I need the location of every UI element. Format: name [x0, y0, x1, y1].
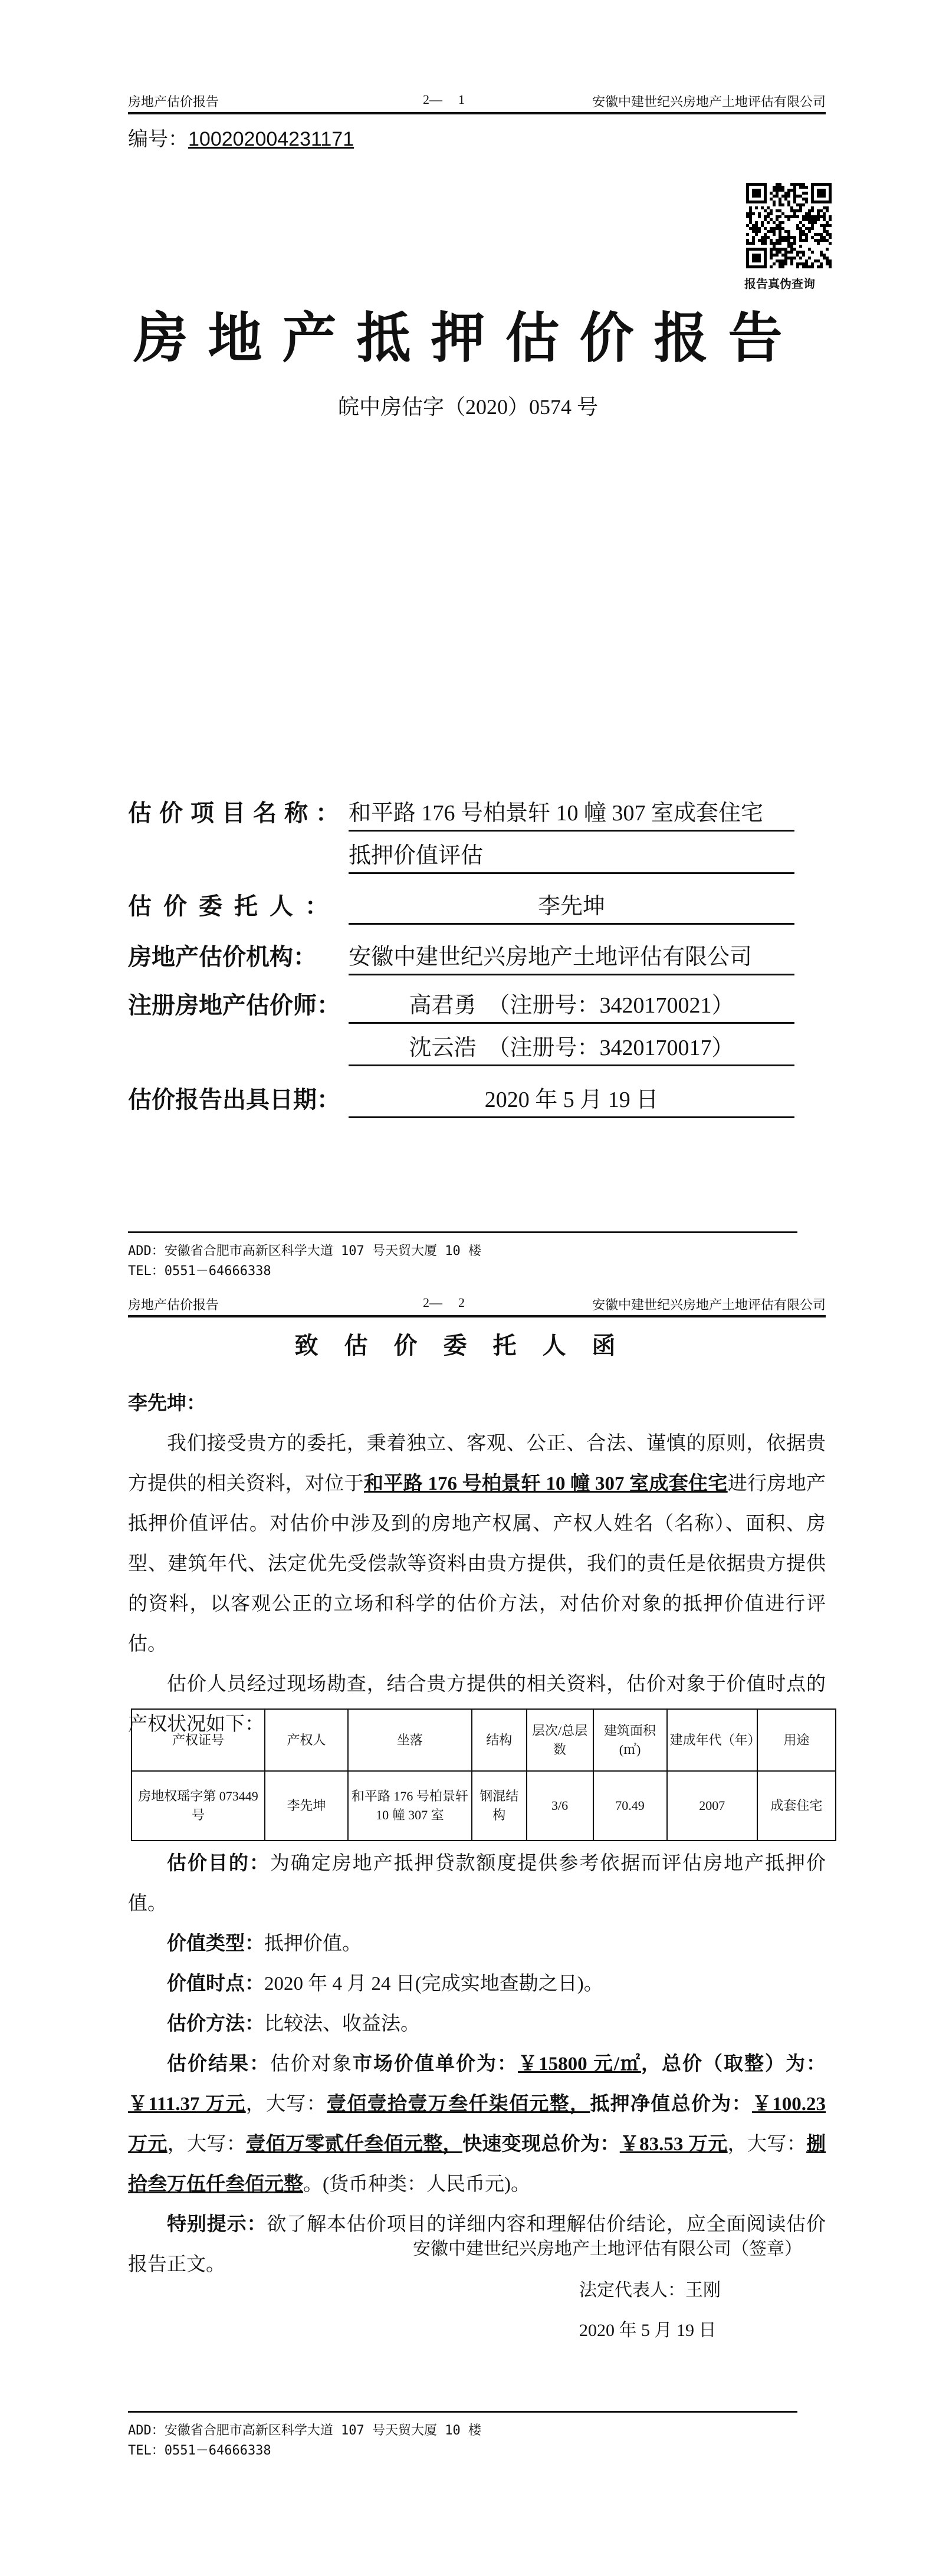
appraiser-1: 高君勇 （注册号：3420170021）: [349, 989, 794, 1024]
result-text: 抵押净值总价为：: [590, 2094, 752, 2115]
property-table: [131, 1708, 836, 1841]
method-label: 估价方法：: [167, 2013, 264, 2035]
info-date: [128, 1082, 794, 1118]
table-header-row: [132, 1709, 836, 1771]
result-text: ，大写：: [245, 2094, 327, 2115]
cell-usage: 成套住宅: [757, 1771, 836, 1841]
paragraph-1: [128, 1424, 826, 1664]
th-usage: 用途: [757, 1709, 836, 1771]
result: [128, 2044, 826, 2204]
method-value: 比较法、收益法。: [264, 2013, 420, 2035]
th-area: 建筑面积(㎡): [593, 1709, 667, 1771]
qr-label: 报告真伪查询: [744, 278, 815, 291]
client-label: 估价委托人：: [128, 893, 340, 919]
result-text: 快速变现总价为：: [462, 2134, 620, 2155]
paragraph-2: 估价人员经过现场勘查，结合贵方提供的相关资料，估价对象于价值时点的产权状况如下：: [128, 1674, 826, 1735]
serial-label: 编号：: [128, 128, 188, 150]
letter-title: 致估价委托人函: [294, 1332, 642, 1359]
header-page-prefix: 2—: [423, 1295, 442, 1310]
page-footer: [128, 1231, 797, 1282]
footer-phone: TEL：0551－64666338: [128, 2443, 271, 2458]
cell-floor: 3/6: [527, 1771, 593, 1841]
cell-location: 和平路 176 号柏景轩 10 幢 307 室: [348, 1771, 472, 1841]
net-value-words: 壹佰万零贰仟叁佰元整，: [246, 2134, 462, 2155]
th-location: 坐落: [348, 1709, 472, 1771]
th-floor: 层次/总层数: [527, 1709, 593, 1771]
footer-address: ADD：安徽省合肥市高新区科学大道 107 号天贸大厦 10 楼: [128, 2423, 481, 2438]
result-label: 估价结果：: [167, 2053, 271, 2075]
letter-details: [128, 1844, 826, 2285]
value-date-label: 价值时点：: [167, 1973, 264, 1995]
header-right: 安徽中建世纪兴房地产土地评估有限公司: [592, 1297, 826, 1312]
project-label: 估价项目名称：: [128, 800, 347, 826]
header-right: 安徽中建世纪兴房地产土地评估有限公司: [592, 94, 826, 109]
signature-date: 2020 年 5 月 19 日: [579, 2321, 717, 2340]
p1-text-cont: 进行房地产抵押价值评估。对估价中涉及到的房地产权属、产权人姓名（名称）、面积、房型、建筑年代、法定优先受偿款等资料由贵方提供，我们的责任是依据贵方提供的资料，以客观公正的立场和科学的估价方法，对估价对象的抵押价值进行评估。: [128, 1473, 826, 1655]
method: [128, 2004, 826, 2044]
appraiser-label: 注册房地产估价师：: [128, 992, 340, 1018]
signature-representative: 法定代表人：王刚: [579, 2281, 721, 2300]
date-label: 估价报告出具日期：: [128, 1086, 340, 1113]
info-appraiser-2: [128, 1030, 794, 1066]
project-value-line2: 抵押价值评估: [349, 839, 794, 874]
appraiser-2: 沈云浩 （注册号：3420170017）: [349, 1031, 794, 1066]
p1-text: 我们接受贵方的委托，秉着独立、客观、公正、合法、谨慎的原则，依据贵方提供的相关资料，对位于: [128, 1433, 826, 1494]
quick-sale-value: ￥83.53 万元: [619, 2134, 728, 2155]
header-page-number: 2: [458, 1295, 465, 1310]
result-text: 估价对象: [270, 2053, 353, 2075]
th-structure: 结构: [472, 1709, 527, 1771]
purpose-value: 为确定房地产抵押贷款额度提供参考依据而评估房地产抵押价值。: [128, 1853, 826, 1914]
page-header: [128, 88, 826, 114]
cell-structure: 钢混结构: [472, 1771, 527, 1841]
th-owner: 产权人: [265, 1709, 348, 1771]
footer-phone: TEL：0551－64666338: [128, 1264, 271, 1279]
result-text: 市场价值单价为：: [353, 2053, 518, 2075]
serial-number: [128, 123, 354, 152]
header-left: 房地产估价报告: [128, 1297, 219, 1312]
info-project-cont: [128, 837, 794, 874]
serial-value: 100202004231171: [188, 128, 354, 150]
header-left: 房地产估价报告: [128, 94, 219, 109]
property-name: 和平路 176 号柏景轩 10 幢 307 室成套住宅: [363, 1473, 728, 1494]
salutation: 李先坤：: [128, 1393, 206, 1414]
net-value: ￥100.23 万元: [128, 2094, 826, 2155]
report-title: 房地产抵押估价报告: [133, 308, 803, 369]
cell-cert: 房地权瑶字第 073449 号: [132, 1771, 265, 1841]
unit-price: ￥15800 元/㎡: [518, 2053, 641, 2075]
client-value: 李先坤: [349, 890, 794, 925]
value-date: [128, 1964, 826, 2004]
agency-value: 安徽中建世纪兴房地产土地评估有限公司: [349, 941, 794, 975]
quick-sale-words: 捌拾叁万伍仟叁佰元整: [128, 2134, 826, 2195]
page-header: [128, 1292, 826, 1317]
purpose: [128, 1844, 826, 1924]
date-value: 2020 年 5 月 19 日: [349, 1083, 794, 1118]
document-number: 皖中房估字（2020）0574 号: [337, 395, 598, 419]
table-row: [132, 1771, 836, 1841]
header-page-number: 1: [458, 92, 465, 107]
value-type-label: 价值类型：: [167, 1933, 264, 1954]
letter-body: [128, 1384, 826, 1744]
result-text: ，大写：: [167, 2134, 247, 2155]
qr-code-icon[interactable]: [746, 183, 832, 268]
th-year: 建成年代（年）: [667, 1709, 757, 1771]
info-project: [128, 795, 794, 832]
value-type: [128, 1924, 826, 1964]
project-value: 和平路 176 号柏景轩 10 幢 307 室成套住宅: [349, 797, 794, 832]
total-price-words: 壹佰壹拾壹万叁仟柒佰元整，: [327, 2094, 590, 2115]
header-page-prefix: 2—: [423, 92, 442, 107]
cell-owner: 李先坤: [265, 1771, 348, 1841]
th-cert: 产权证号: [132, 1709, 265, 1771]
footer-address: ADD：安徽省合肥市高新区科学大道 107 号天贸大厦 10 楼: [128, 1244, 481, 1259]
notice-value: 欲了解本估价项目的详细内容和理解估价结论，应全面阅读估价报告正文。: [128, 2214, 826, 2275]
notice-label: 特别提示：: [167, 2214, 267, 2235]
info-client: [128, 888, 794, 925]
signature-company: 安徽中建世纪兴房地产土地评估有限公司（签章）: [413, 2239, 802, 2259]
result-text: 。(货币种类：人民币元)。: [303, 2174, 530, 2195]
cell-year: 2007: [667, 1771, 757, 1841]
value-type-value: 抵押价值。: [264, 1933, 362, 1954]
agency-label: 房地产估价机构：: [128, 944, 317, 970]
info-agency: [128, 939, 794, 975]
value-date-value: 2020 年 4 月 24 日(完成实地查勘之日)。: [264, 1973, 603, 1995]
page-footer: [128, 2411, 797, 2461]
cell-area: 70.49: [593, 1771, 667, 1841]
result-text: ，大写：: [727, 2134, 807, 2155]
info-appraiser: [128, 987, 794, 1024]
result-text: ，总价（取整）为：: [641, 2053, 826, 2075]
purpose-label: 估价目的：: [167, 1853, 270, 1874]
total-price: ￥111.37 万元: [128, 2094, 246, 2115]
